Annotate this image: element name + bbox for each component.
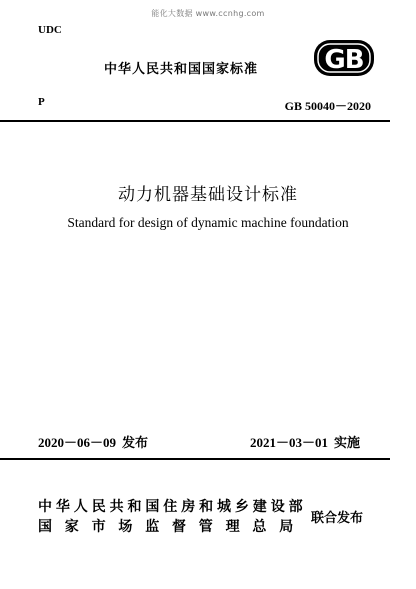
implementation-date: 2021－03－01 [250,435,329,450]
issue-date: 2020－06－09 [38,435,117,450]
udc-label: UDC [38,24,62,36]
implementation-date-row [250,432,360,451]
title-chinese: 动力机器基础设计标准 [118,185,298,205]
joint-issue-label: 联合发布 [311,511,364,526]
bottom-divider [0,458,390,460]
top-divider [0,120,390,122]
issue-date-row [38,432,148,451]
gb-logo [312,38,376,78]
gb-logo-text: GB [324,45,364,75]
national-standard-heading: 中华人民共和国国家标准 [104,62,259,77]
issuer-ministry: 中华人民共和国住房和城乡建设部 [38,499,307,515]
category-mark: P [38,96,45,108]
standard-code: GB 50040－2020 [284,99,371,113]
issuer-administration: 国家市场监督管理总局 [38,519,306,535]
watermark-text: 能化大数据 www.ccnhg.com [151,9,265,18]
title-english: Standard for design of dynamic machine foundation [67,215,349,230]
implementation-label: 实施 [334,436,361,451]
issue-label: 发布 [122,436,149,451]
